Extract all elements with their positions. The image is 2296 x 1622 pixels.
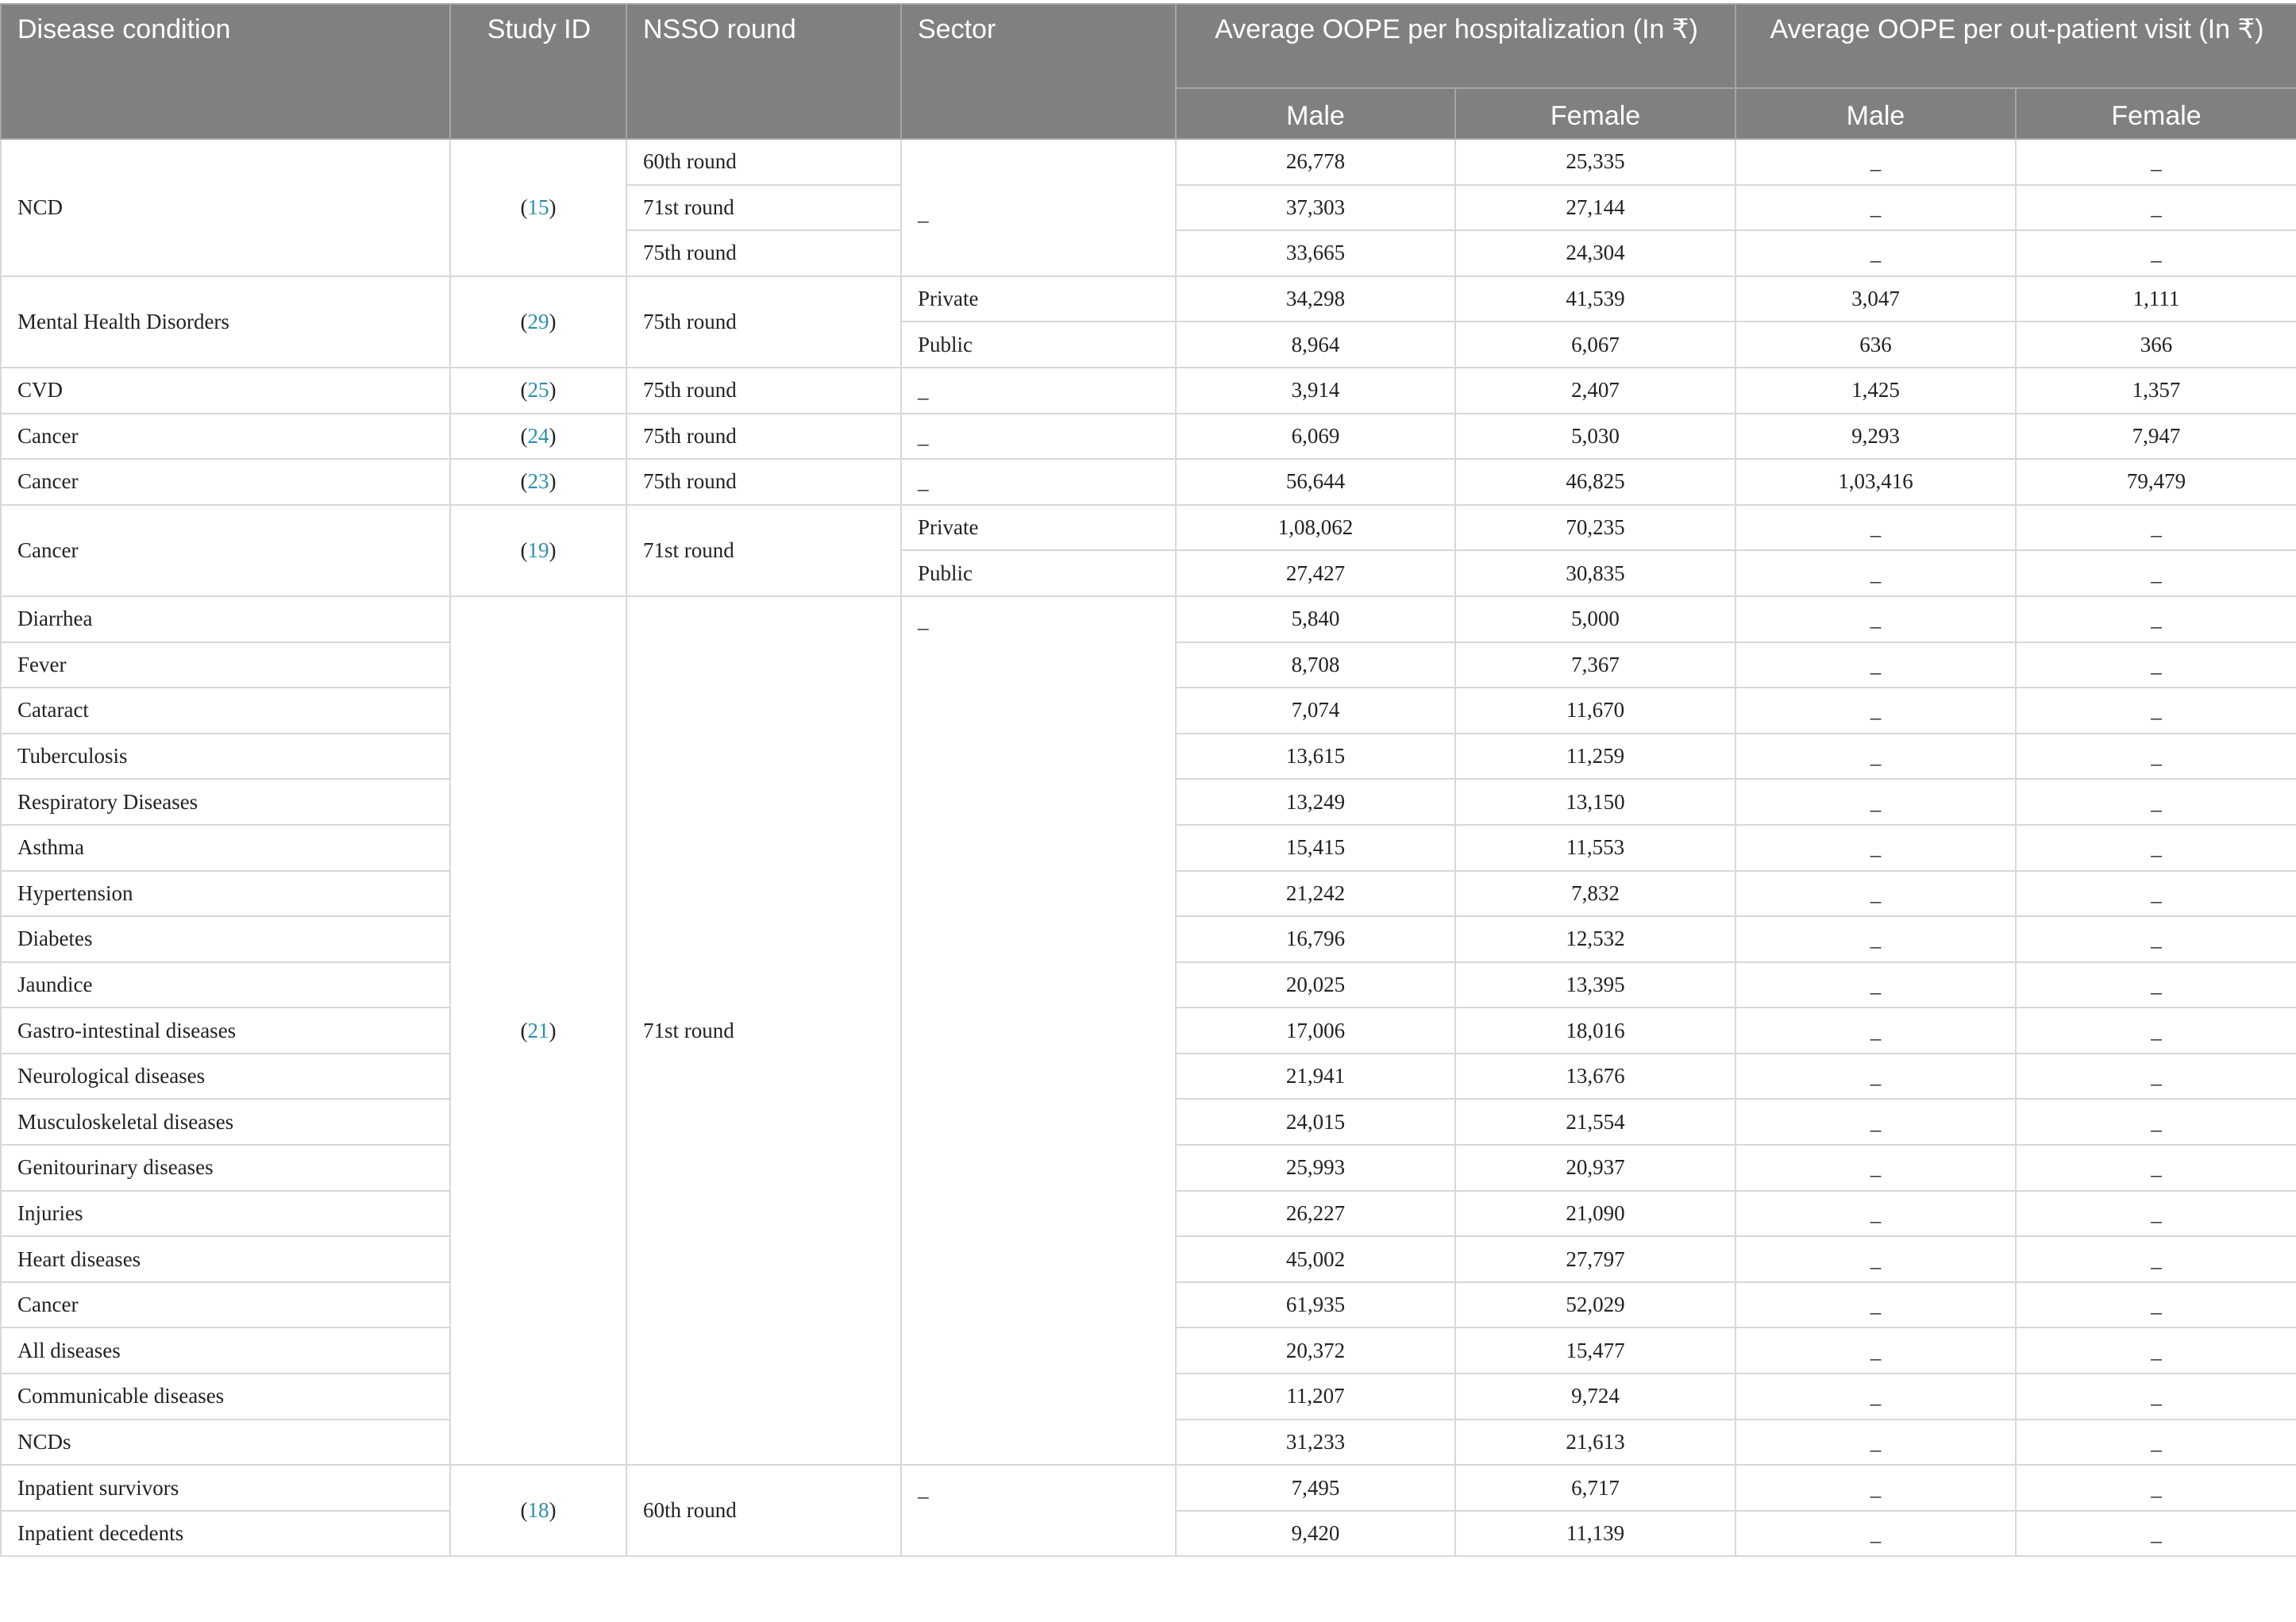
op-female-cell: _ [2016, 1373, 2296, 1420]
hosp-female-cell: 9,724 [1455, 1373, 1735, 1420]
disease-cell: Gastro-intestinal diseases [1, 1007, 450, 1054]
disease-cell: Hypertension [1, 871, 450, 917]
hosp-male-cell: 15,415 [1176, 825, 1455, 871]
study-id-cell[interactable]: (19) [450, 505, 626, 596]
hosp-female-cell: 30,835 [1455, 550, 1735, 596]
disease-cell: Inpatient survivors [1, 1465, 450, 1511]
op-female-cell: 79,479 [2016, 459, 2296, 505]
op-female-cell: _ [2016, 1420, 2296, 1466]
op-female-cell: _ [2016, 734, 2296, 780]
sector-cell: _ [901, 596, 1176, 1465]
sector-cell: _ [901, 368, 1176, 414]
disease-cell: NCD [1, 139, 450, 276]
hosp-male-cell: 26,227 [1176, 1191, 1455, 1237]
hosp-female-cell: 13,150 [1455, 779, 1735, 825]
op-male-cell: _ [1735, 916, 2016, 962]
op-male-cell: _ [1735, 734, 2016, 780]
header-hospitalization: Average OOPE per hospitalization (In ₹) [1176, 4, 1735, 88]
op-female-cell: _ [2016, 505, 2296, 551]
disease-cell: All diseases [1, 1327, 450, 1373]
round-cell: 71st round [626, 596, 901, 1465]
table-row [1, 459, 2296, 505]
op-male-cell: _ [1735, 1420, 2016, 1466]
op-male-cell: _ [1735, 1282, 2016, 1328]
sector-cell: Public [901, 550, 1176, 596]
op-female-cell: _ [2016, 688, 2296, 734]
header-op-male: Male [1735, 88, 2016, 139]
sector-cell: _ [901, 414, 1176, 460]
round-cell: 71st round [626, 505, 901, 596]
op-male-cell: 1,425 [1735, 368, 2016, 414]
header-outpatient: Average OOPE per out-patient visit (In ₹) [1735, 4, 2296, 88]
disease-cell: Injuries [1, 1191, 450, 1237]
hosp-male-cell: 11,207 [1176, 1373, 1455, 1420]
op-male-cell: _ [1735, 1145, 2016, 1191]
study-ref-link[interactable]: 19 [527, 537, 549, 562]
hosp-male-cell: 16,796 [1176, 916, 1455, 962]
hosp-male-cell: 20,372 [1176, 1327, 1455, 1373]
round-cell: 71st round [626, 185, 901, 231]
study-id-cell[interactable]: (23) [450, 459, 626, 505]
disease-cell: Cancer [1, 459, 450, 505]
op-male-cell: 636 [1735, 322, 2016, 368]
op-female-cell: _ [2016, 1054, 2296, 1100]
hosp-female-cell: 5,030 [1455, 414, 1735, 460]
study-ref-link[interactable]: 21 [527, 1018, 549, 1042]
study-id-cell[interactable]: (18) [450, 1465, 626, 1556]
op-male-cell: _ [1735, 1327, 2016, 1373]
disease-cell: Cataract [1, 688, 450, 734]
disease-cell: Musculoskeletal diseases [1, 1099, 450, 1145]
disease-cell: Communicable diseases [1, 1373, 450, 1420]
hosp-male-cell: 37,303 [1176, 185, 1455, 231]
hosp-male-cell: 3,914 [1176, 368, 1455, 414]
hosp-male-cell: 13,249 [1176, 779, 1455, 825]
hosp-female-cell: 21,554 [1455, 1099, 1735, 1145]
study-id-cell[interactable]: (15) [450, 139, 626, 276]
op-male-cell: _ [1735, 596, 2016, 642]
op-female-cell: _ [2016, 962, 2296, 1008]
header-hosp-male: Male [1176, 88, 1455, 139]
hosp-male-cell: 21,941 [1176, 1054, 1455, 1100]
hosp-male-cell: 5,840 [1176, 596, 1455, 642]
op-male-cell: _ [1735, 962, 2016, 1008]
table-row [1, 505, 2296, 551]
table-row [1, 368, 2296, 414]
hosp-male-cell: 9,420 [1176, 1511, 1455, 1557]
op-male-cell: _ [1735, 550, 2016, 596]
study-ref-link[interactable]: 15 [527, 195, 549, 219]
hosp-female-cell: 21,090 [1455, 1191, 1735, 1237]
hosp-female-cell: 24,304 [1455, 230, 1735, 276]
op-female-cell: _ [2016, 596, 2296, 642]
disease-cell: Heart diseases [1, 1236, 450, 1282]
op-female-cell: _ [2016, 230, 2296, 276]
hosp-female-cell: 11,553 [1455, 825, 1735, 871]
hosp-female-cell: 25,335 [1455, 139, 1735, 185]
hosp-female-cell: 7,367 [1455, 642, 1735, 688]
op-male-cell: 1,03,416 [1735, 459, 2016, 505]
op-male-cell: _ [1735, 1054, 2016, 1100]
op-female-cell: _ [2016, 1327, 2296, 1373]
hosp-male-cell: 21,242 [1176, 871, 1455, 917]
op-female-cell: _ [2016, 1191, 2296, 1237]
disease-cell: NCDs [1, 1420, 450, 1466]
header-sector: Sector [901, 4, 1176, 139]
op-female-cell: _ [2016, 1282, 2296, 1328]
round-cell: 60th round [626, 139, 901, 185]
hosp-female-cell: 52,029 [1455, 1282, 1735, 1328]
hosp-female-cell: 5,000 [1455, 596, 1735, 642]
study-ref-link[interactable]: 23 [527, 469, 549, 494]
table-row [1, 414, 2296, 460]
study-id-cell[interactable]: (24) [450, 414, 626, 460]
header-hosp-female: Female [1455, 88, 1735, 139]
hosp-female-cell: 11,259 [1455, 734, 1735, 780]
oope-table [0, 3, 2296, 1557]
op-female-cell: _ [2016, 825, 2296, 871]
hosp-male-cell: 7,074 [1176, 688, 1455, 734]
study-id-cell[interactable]: (25) [450, 368, 626, 414]
hosp-male-cell: 24,015 [1176, 1099, 1455, 1145]
hosp-female-cell: 46,825 [1455, 459, 1735, 505]
hosp-female-cell: 27,144 [1455, 185, 1735, 231]
table-row [1, 276, 2296, 322]
op-female-cell: 366 [2016, 322, 2296, 368]
hosp-male-cell: 17,006 [1176, 1007, 1455, 1054]
round-cell: 60th round [626, 1465, 901, 1556]
header-study-id: Study ID [450, 4, 626, 139]
op-male-cell: _ [1735, 1511, 2016, 1557]
hosp-female-cell: 6,717 [1455, 1465, 1735, 1511]
disease-cell: Fever [1, 642, 450, 688]
op-male-cell: _ [1735, 1373, 2016, 1420]
table-body [1, 139, 2296, 1556]
op-female-cell: _ [2016, 1236, 2296, 1282]
table-row [1, 596, 2296, 642]
op-female-cell: _ [2016, 642, 2296, 688]
hosp-female-cell: 12,532 [1455, 916, 1735, 962]
hosp-female-cell: 2,407 [1455, 368, 1735, 414]
sector-cell: _ [901, 459, 1176, 505]
op-male-cell: _ [1735, 825, 2016, 871]
hosp-female-cell: 20,937 [1455, 1145, 1735, 1191]
hosp-male-cell: 45,002 [1176, 1236, 1455, 1282]
study-ref-link[interactable]: 24 [527, 423, 549, 448]
hosp-male-cell: 6,069 [1176, 414, 1455, 460]
hosp-female-cell: 7,832 [1455, 871, 1735, 917]
op-female-cell: _ [2016, 1007, 2296, 1054]
round-cell: 75th round [626, 230, 901, 276]
disease-cell: Respiratory Diseases [1, 779, 450, 825]
op-male-cell: _ [1735, 505, 2016, 551]
header-disease-condition: Disease condition [1, 4, 450, 139]
disease-cell: Cancer [1, 414, 450, 460]
disease-cell: Jaundice [1, 962, 450, 1008]
hosp-female-cell: 15,477 [1455, 1327, 1735, 1373]
op-female-cell: _ [2016, 550, 2296, 596]
disease-cell: Cancer [1, 505, 450, 596]
op-female-cell: 7,947 [2016, 414, 2296, 460]
study-ref-link[interactable]: 29 [527, 309, 549, 333]
hosp-female-cell: 13,395 [1455, 962, 1735, 1008]
hosp-male-cell: 7,495 [1176, 1465, 1455, 1511]
sector-cell: Private [901, 276, 1176, 322]
op-female-cell: _ [2016, 1511, 2296, 1557]
header-nsso-round: NSSO round [626, 4, 901, 139]
hosp-female-cell: 18,016 [1455, 1007, 1735, 1054]
round-cell: 75th round [626, 276, 901, 368]
hosp-male-cell: 27,427 [1176, 550, 1455, 596]
disease-cell: Genitourinary diseases [1, 1145, 450, 1191]
op-male-cell: _ [1735, 1465, 2016, 1511]
hosp-male-cell: 8,708 [1176, 642, 1455, 688]
disease-cell: Diabetes [1, 916, 450, 962]
hosp-female-cell: 21,613 [1455, 1420, 1735, 1466]
op-male-cell: _ [1735, 1007, 2016, 1054]
sector-cell: Private [901, 505, 1176, 551]
table-header [1, 4, 2296, 139]
sector-cell: _ [901, 1465, 1176, 1556]
sector-cell: Public [901, 322, 1176, 368]
table-row [1, 1465, 2296, 1511]
hosp-male-cell: 56,644 [1176, 459, 1455, 505]
op-male-cell: _ [1735, 871, 2016, 917]
hosp-male-cell: 26,778 [1176, 139, 1455, 185]
op-male-cell: _ [1735, 1236, 2016, 1282]
hosp-male-cell: 31,233 [1176, 1420, 1455, 1466]
op-male-cell: _ [1735, 642, 2016, 688]
op-female-cell: _ [2016, 916, 2296, 962]
hosp-male-cell: 20,025 [1176, 962, 1455, 1008]
sector-cell: _ [901, 139, 1176, 276]
disease-cell: CVD [1, 368, 450, 414]
study-ref-link[interactable]: 18 [527, 1498, 549, 1523]
hosp-male-cell: 34,298 [1176, 276, 1455, 322]
op-female-cell: _ [2016, 1099, 2296, 1145]
op-male-cell: _ [1735, 1099, 2016, 1145]
study-ref-link[interactable]: 25 [527, 378, 549, 403]
hosp-male-cell: 8,964 [1176, 322, 1455, 368]
op-female-cell: _ [2016, 139, 2296, 185]
disease-cell: Tuberculosis [1, 734, 450, 780]
op-male-cell: 3,047 [1735, 276, 2016, 322]
round-cell: 75th round [626, 414, 901, 460]
round-cell: 75th round [626, 459, 901, 505]
disease-cell: Neurological diseases [1, 1054, 450, 1100]
hosp-female-cell: 27,797 [1455, 1236, 1735, 1282]
op-male-cell: _ [1735, 230, 2016, 276]
disease-cell: Cancer [1, 1282, 450, 1328]
hosp-female-cell: 11,139 [1455, 1511, 1735, 1557]
hosp-male-cell: 33,665 [1176, 230, 1455, 276]
hosp-male-cell: 1,08,062 [1176, 505, 1455, 551]
op-female-cell: 1,111 [2016, 276, 2296, 322]
study-id-cell[interactable]: (21) [450, 596, 626, 1465]
hosp-male-cell: 25,993 [1176, 1145, 1455, 1191]
op-female-cell: _ [2016, 1145, 2296, 1191]
round-cell: 75th round [626, 368, 901, 414]
op-male-cell: 9,293 [1735, 414, 2016, 460]
op-male-cell: _ [1735, 1191, 2016, 1237]
hosp-male-cell: 13,615 [1176, 734, 1455, 780]
disease-cell: Inpatient decedents [1, 1511, 450, 1557]
hosp-female-cell: 6,067 [1455, 322, 1735, 368]
disease-cell: Mental Health Disorders [1, 276, 450, 368]
op-female-cell: _ [2016, 185, 2296, 231]
op-female-cell: 1,357 [2016, 368, 2296, 414]
hosp-male-cell: 61,935 [1176, 1282, 1455, 1328]
op-male-cell: _ [1735, 185, 2016, 231]
op-female-cell: _ [2016, 1465, 2296, 1511]
op-male-cell: _ [1735, 779, 2016, 825]
disease-cell: Diarrhea [1, 596, 450, 642]
op-male-cell: _ [1735, 139, 2016, 185]
hosp-female-cell: 70,235 [1455, 505, 1735, 551]
header-op-female: Female [2016, 88, 2296, 139]
op-female-cell: _ [2016, 779, 2296, 825]
hosp-female-cell: 41,539 [1455, 276, 1735, 322]
study-id-cell[interactable]: (29) [450, 276, 626, 368]
table-row [1, 139, 2296, 185]
hosp-female-cell: 11,670 [1455, 688, 1735, 734]
op-male-cell: _ [1735, 688, 2016, 734]
disease-cell: Asthma [1, 825, 450, 871]
op-female-cell: _ [2016, 871, 2296, 917]
hosp-female-cell: 13,676 [1455, 1054, 1735, 1100]
